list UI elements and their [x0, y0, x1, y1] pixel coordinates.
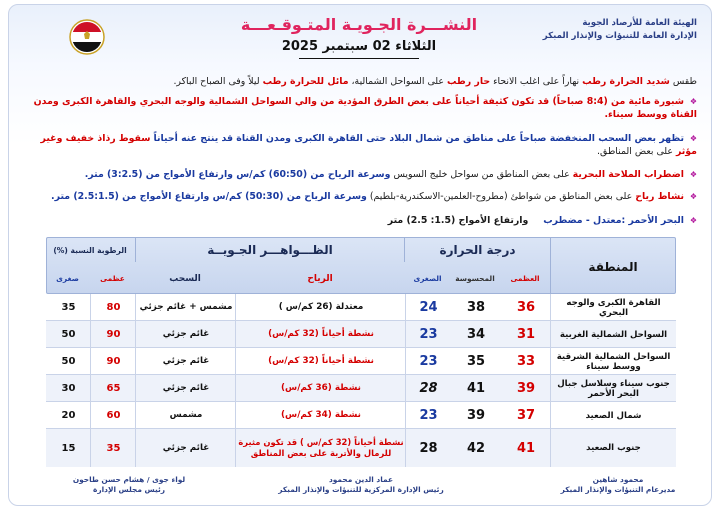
- bullet-text: تظهر بعض السحب المنخفضة صباحاً على مناطق من شمال البلاد حتى القاهرة الكبرى ومدن القناة قد ينتج عنه أحياناً: [153, 133, 685, 144]
- temp-max-cell: 39: [516, 381, 536, 396]
- diamond-bullet-icon: ❖: [689, 134, 697, 143]
- temp-feel-cell: 39: [466, 408, 486, 423]
- bullet-highlight: سقوط رذاذ خفيف وغير مؤثر: [40, 133, 697, 157]
- bullet-marine: [23, 168, 697, 181]
- bullet-red-sea: [23, 214, 697, 227]
- header-max: العظمى: [510, 274, 540, 283]
- signatory-title: رئيس مجلس الإدارة: [93, 485, 165, 494]
- temp-feel-cell: 38: [466, 300, 486, 315]
- table-row: [46, 429, 676, 467]
- bullet-text: على بعض المناطق من شواطئ (مطروح-العلمين-الاسكندرية-بلطيم): [369, 191, 633, 202]
- bullet-text: وسرعة الرياح من (50:30) كم/س وارتفاع الأمواج من (2.5:1.5) متر.: [51, 191, 367, 202]
- header-clouds: السحب: [169, 273, 201, 284]
- header-humidity-max: عظمى: [100, 274, 125, 283]
- bullet-text: شبورة مائية من (8:4 صباحاً) قد تكون كثيفة أحياناً على بعض الطرق المؤدية من والي السواحل الشمالية والوجه البحري والقاهرة الكبرى ومدن القناة ووسط سيناء.: [33, 96, 697, 120]
- bullet-text: على بعض المناطق.: [597, 146, 673, 157]
- humidity-min-cell: 15: [61, 442, 76, 454]
- temp-feel-cell: 42: [466, 440, 486, 456]
- humidity-min-cell: 20: [61, 410, 76, 421]
- clouds-cell: مشمس + غائم جزئي: [139, 302, 233, 312]
- bulletin-date: الثلاثاء 02 سبتمبر 2025: [281, 39, 437, 54]
- clouds-cell: غائم جزئي: [162, 442, 210, 453]
- temp-min-cell: 24: [419, 300, 438, 315]
- humidity-max-cell: 65: [106, 383, 121, 394]
- clouds-cell: غائم جزئي: [162, 383, 210, 393]
- temp-min-cell: 23: [419, 354, 438, 369]
- bullet-highlight: البحر الأحمر :معتدل - مضطرب: [543, 215, 685, 226]
- wind-cell: معتدلة (26 كم/س ): [278, 302, 364, 312]
- wind-cell: نشطة أحياناً (32 كم/س ) قد تكون مثيرة للرمال والأتربة على بعض المناطق: [238, 437, 404, 458]
- temp-min-cell: 23: [419, 327, 438, 342]
- header-weather: الظـــواهـــر الجـويــة: [135, 238, 405, 262]
- diamond-bullet-icon: ❖: [689, 216, 697, 225]
- column-divider: [90, 294, 91, 467]
- table-row: [46, 294, 676, 321]
- clouds-cell: غائم جزئي: [162, 356, 210, 366]
- humidity-min-cell: 30: [61, 383, 76, 394]
- temp-max-cell: 37: [516, 408, 536, 423]
- table-row: [46, 402, 676, 429]
- summary-text: ليلاً وفى الصباح الباكر.: [173, 76, 260, 87]
- column-divider: [405, 294, 406, 467]
- signature-block-3: [49, 475, 209, 495]
- bullet-clouds: [23, 132, 697, 158]
- date-underline: [299, 58, 419, 59]
- signature-block-2: [261, 475, 461, 495]
- summary-highlight: حار رطب: [447, 76, 491, 87]
- authority-line-2: الإدارة العامة للتنبؤات والإنذار المبكر: [542, 31, 697, 41]
- egypt-flag-logo-icon: [69, 19, 105, 55]
- humidity-max-cell: 90: [106, 356, 121, 367]
- header-feels-like: المحسوسة: [455, 274, 495, 283]
- signatory-name: عماد الدين محمود: [328, 475, 393, 484]
- bulletin-page: [8, 4, 712, 506]
- column-divider: [135, 294, 136, 467]
- signatory-title: مديرعام التنبؤات والإنذار المبكر: [560, 485, 676, 494]
- temp-min-cell: 28: [419, 381, 438, 396]
- bullet-fog: [23, 95, 697, 121]
- summary-line: [23, 75, 697, 88]
- temp-max-cell: 31: [516, 327, 536, 342]
- humidity-max-cell: 90: [106, 329, 121, 340]
- temp-max-cell: 36: [516, 300, 536, 315]
- header-region: المنطقة: [550, 238, 675, 295]
- clouds-cell: مشمس: [169, 410, 203, 420]
- humidity-max-cell: 35: [106, 442, 121, 454]
- humidity-max-cell: 60: [106, 410, 121, 421]
- clouds-cell: غائم جزئي: [162, 329, 210, 339]
- diamond-bullet-icon: ❖: [689, 170, 697, 179]
- bullet-highlight: اضطراب الملاحة البحرية: [572, 169, 685, 180]
- wind-cell: نشطة (36 كم/س): [281, 383, 361, 393]
- header-humidity-min: صغرى: [56, 274, 79, 283]
- signatory-name: محمود شاهين: [592, 475, 644, 484]
- wind-cell: نشطة أحياناً (32 كم/س): [268, 329, 374, 339]
- bullet-text: وارتفاع الأمواج (1.5: 2.5) متر: [387, 215, 529, 226]
- summary-text: على السواحل الشمالية،: [351, 76, 445, 87]
- signatory-title: رئيس الإدارة المركزية للتنبؤات والإنذار المبكر: [278, 485, 444, 494]
- temp-max-cell: 41: [516, 440, 536, 456]
- header-humidity: الرطوبة النسبة (%): [53, 245, 127, 255]
- header-min: الصغرى: [413, 274, 442, 283]
- bullet-wind: [23, 190, 697, 203]
- temp-min-cell: 23: [419, 408, 438, 423]
- header-temperature: درجة الحرارة: [439, 243, 516, 257]
- header-wind: الرياح: [307, 273, 333, 284]
- temp-feel-cell: 34: [466, 327, 486, 342]
- authority-line-1: الهيئة العامة للأرصاد الجوية: [582, 18, 697, 28]
- bulletin-title: النشـــرة الجـويـة المتـوقـعـــة: [240, 15, 478, 34]
- summary-text: نهاراً على اغلب الانحاء: [493, 76, 580, 87]
- temp-feel-cell: 35: [466, 354, 486, 369]
- region-cell: القاهرة الكبرى والوجه البحري: [566, 297, 661, 318]
- signature-block-1: [543, 475, 693, 495]
- wind-cell: نشطة أحياناً (32 كم/س): [268, 356, 374, 366]
- diamond-bullet-icon: ❖: [689, 192, 697, 201]
- table-row: [46, 348, 676, 375]
- authority-name: [543, 17, 697, 43]
- signatory-name: لواء جوى / هشام حسن طاحون: [72, 475, 186, 484]
- humidity-min-cell: 35: [61, 302, 76, 313]
- region-cell: السواحل الشمالية الغربية: [559, 329, 668, 340]
- forecast-table: [46, 237, 676, 467]
- summary-highlight: شديد الحرارة رطب: [582, 76, 670, 87]
- temp-feel-cell: 41: [466, 381, 486, 396]
- region-cell: السواحل الشمالية الشرقية ووسط سيناء: [556, 351, 671, 372]
- humidity-min-cell: 50: [61, 329, 76, 340]
- region-cell: جنوب الصعيد: [586, 443, 641, 453]
- humidity-max-cell: 80: [106, 302, 121, 313]
- humidity-min-cell: 50: [61, 356, 76, 367]
- bullet-text: وسرعة الرياح من (60:50) كم/س وارتفاع الأمواج من (3:2.5) متر.: [84, 169, 391, 180]
- region-cell: شمال الصعيد: [585, 410, 642, 421]
- region-cell: جنوب سيناء وسلاسل جبال البحر الأحمر: [557, 378, 670, 399]
- wind-cell: نشطة (34 كم/س): [281, 410, 361, 420]
- header: [9, 5, 711, 67]
- bullet-highlight: نشاط رياح: [635, 191, 685, 202]
- summary-highlight: مائل للحرارة رطب: [262, 76, 349, 87]
- table-row: [46, 375, 676, 402]
- diamond-bullet-icon: ❖: [689, 97, 697, 106]
- table-header: [46, 237, 676, 294]
- column-divider: [550, 294, 551, 467]
- summary-text: طقس: [672, 76, 697, 87]
- column-divider: [235, 294, 236, 467]
- temp-min-cell: 28: [419, 440, 438, 456]
- table-row: [46, 321, 676, 348]
- temp-max-cell: 33: [516, 354, 536, 369]
- bullet-text: على بعض المناطق من سواحل خليج السويس: [393, 169, 570, 180]
